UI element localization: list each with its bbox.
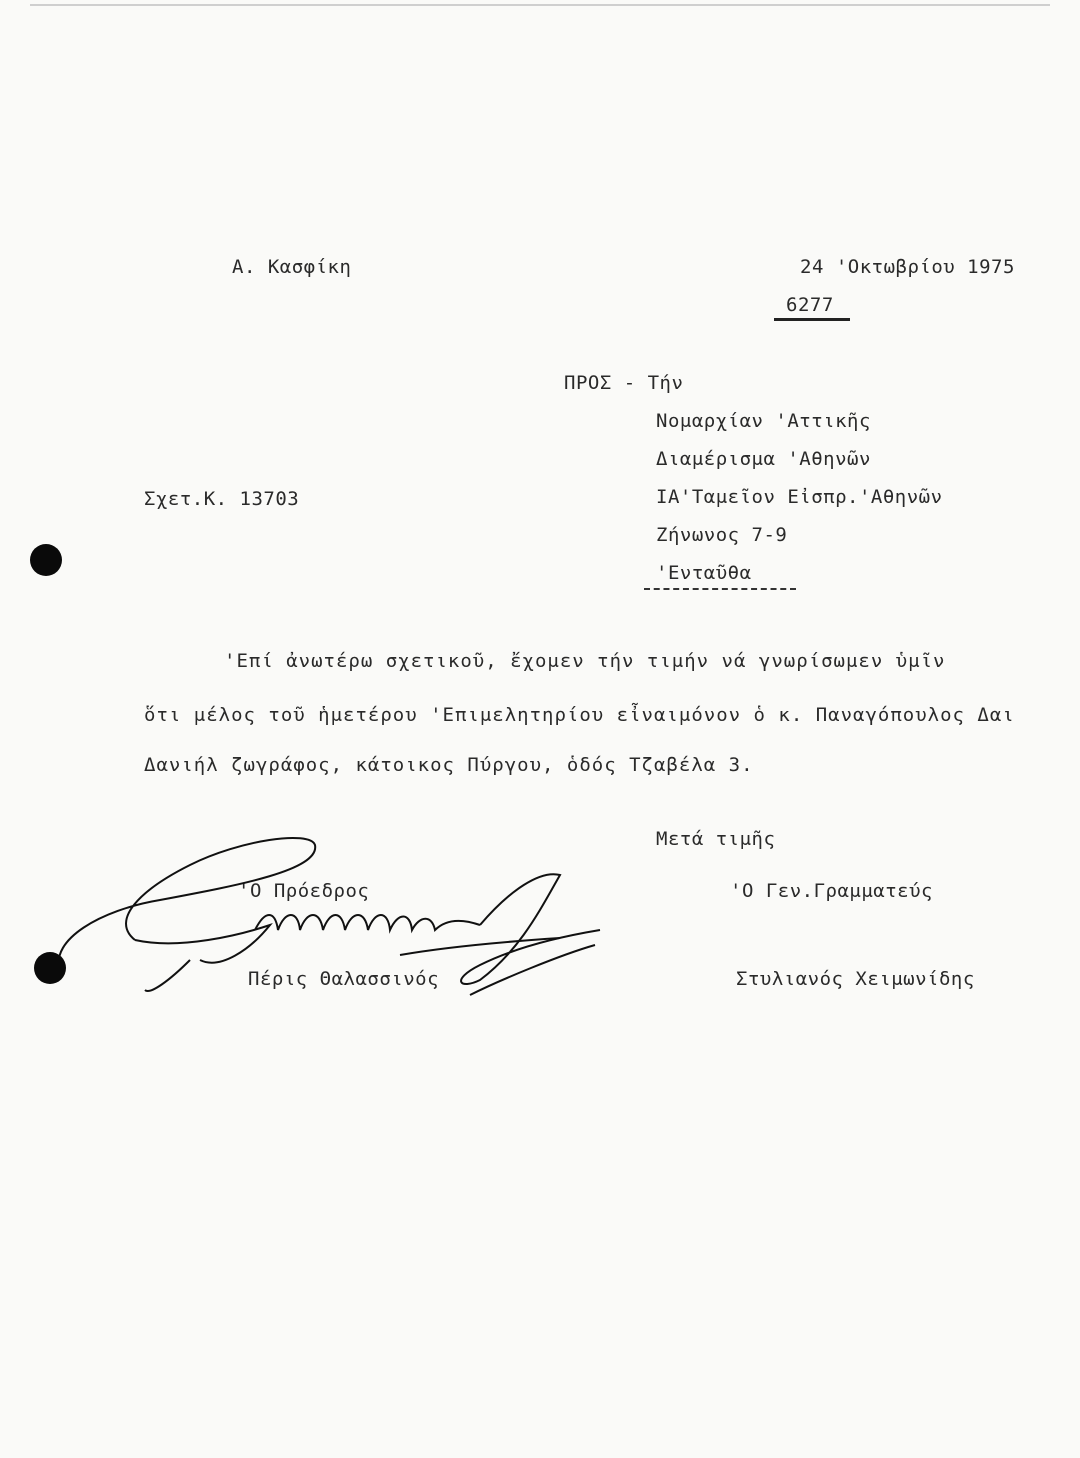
reference-number: 6277: [786, 294, 834, 316]
president-name: Πέρις Θαλασσινός: [248, 968, 440, 990]
secretary-title: 'Ο Γεν.Γραμματεύς: [730, 880, 933, 902]
recipient-to-label: ΠΡΟΣ - Τήν: [564, 372, 684, 394]
body-line-2: ὅτι μέλος τοῦ ἡμετέρου 'Επιμελητηρίου εἶναιμόνον ὁ κ. Παναγόπουλος Δαι: [144, 704, 1015, 726]
punch-hole-lower: [34, 952, 66, 984]
reference-number-underline: [774, 318, 850, 321]
punch-hole-upper: [30, 544, 62, 576]
letter-date: 24 'Οκτωβρίου 1975: [800, 256, 1015, 278]
reference-code: Σχετ.Κ. 13703: [144, 488, 300, 510]
recipient-line-2: Διαμέρισμα 'Αθηνῶν: [656, 448, 871, 470]
sender-initials: Α. Κασφίκη: [232, 256, 352, 278]
body-line-1: 'Επί ἀνωτέρω σχετικοῦ, ἔχομεν τήν τιμήν νά γνωρίσωμεν ὑμῖν: [224, 650, 946, 672]
recipient-line-3: ΙΑ'Ταμεῖον Εἰσπρ.'Αθηνῶν: [656, 486, 943, 508]
handwritten-signature: [40, 830, 620, 1010]
recipient-line-5: 'Ενταῦθα: [656, 562, 752, 584]
top-edge-rule: [30, 4, 1050, 6]
president-title: 'Ο Πρόεδρος: [238, 880, 370, 902]
secretary-name: Στυλιανός Χειμωνίδης: [736, 968, 975, 990]
body-line-3: Δανιήλ ζωγράφος, κάτοικος Πύργου, ὁδός Τζαβέλα 3.: [144, 754, 754, 776]
recipient-underline: [644, 588, 796, 590]
closing-phrase: Μετά τιμῆς: [656, 828, 776, 850]
recipient-line-1: Νομαρχίαν 'Αττικῆς: [656, 410, 871, 432]
recipient-line-4: Ζήνωνος 7-9: [656, 524, 788, 546]
